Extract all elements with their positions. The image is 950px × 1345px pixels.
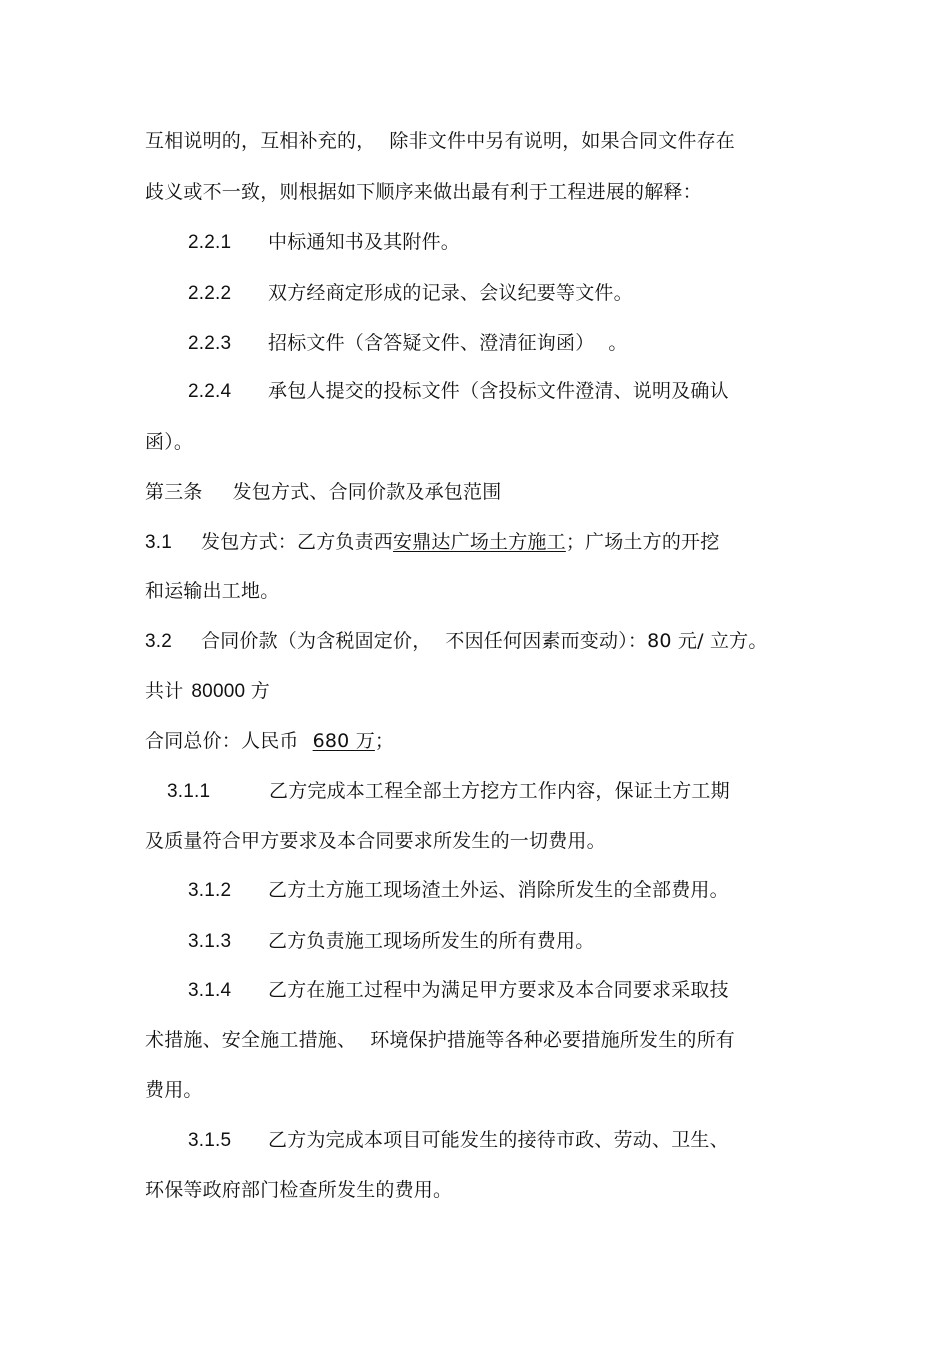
list-item [188,330,628,357]
paragraph-line [145,728,394,754]
item-number: 3.1.4 [188,980,232,1001]
item-number: 2.2.1 [188,232,232,253]
item-number: 3.1.2 [188,880,232,901]
list-item [188,1127,729,1154]
line-text: 发包方式：乙方负责西 [201,531,394,553]
item-text: 乙方土方施工现场渣土外运、消除所发生的全部费用。 [268,879,729,901]
item-number: 3.1.1 [167,781,211,802]
paragraph-line [145,678,270,705]
line-text: 及质量符合甲方要求及本合同要求所发生的一切费用。 [145,830,606,852]
list-item [188,229,460,256]
line-text: 合同总价：人民币 [145,730,299,752]
line-text: 环境保护措施等各种必要措施所发生的所有 [370,1029,736,1051]
line-text: 环保等政府部门检查所发生的费用。 [145,1179,453,1201]
item-text: 乙方在施工过程中为满足甲方要求及本合同要求采取技 [268,979,729,1001]
line-text: 共计 [145,680,184,702]
article-title: 发包方式、合同价款及承包范围 [232,481,502,503]
line-text: 和运输出工地。 [145,580,280,602]
line-text: 除非文件中另有说明，如果合同文件存在 [389,130,736,152]
item-text: 乙方完成本工程全部土方挖方工作内容，保证土方工期 [269,780,730,802]
section-number: 3.2 [145,631,173,652]
item-text: 乙方为完成本项目可能发生的接待市政、劳动、卫生、 [268,1129,729,1151]
item-text: 招标文件（含答疑文件、澄清征询函） [268,332,595,354]
paragraph-line [145,1077,203,1103]
item-number: 3.1.3 [188,931,232,952]
list-item [188,378,729,405]
section-number: 3.1 [145,532,173,553]
line-text: 术措施、安全施工措施、 [145,1029,357,1051]
article-number: 第三条 [145,481,203,503]
list-item [188,280,633,307]
line-text: 不因任何因素而变动）： [445,630,648,652]
list-item [188,928,594,955]
paragraph-line [145,429,193,455]
line-text: 函）。 [145,431,194,453]
project-name: 安鼎达广场土方施工 [393,531,566,553]
item-number: 2.2.2 [188,283,232,304]
line-text: 互相说明的，互相补充的， [145,130,376,152]
item-text: 乙方负责施工现场所发生的所有费用。 [268,930,595,952]
paragraph-line [145,578,279,604]
paragraph-line [145,1027,735,1053]
item-text: 承包人提交的投标文件（含投标文件澄清、说明及确认 [268,380,729,402]
section-line [145,529,719,556]
item-tail: 。 [608,332,628,354]
unit-price: 80 元/ 立方。 [647,630,768,652]
list-item [188,977,729,1004]
line-text: ； [374,730,395,752]
list-item [167,778,730,805]
item-text: 中标通知书及其附件。 [268,231,461,253]
line-text: 费用。 [145,1079,203,1101]
article-heading [145,479,501,505]
paragraph-line [145,828,606,854]
paragraph-line [145,179,702,205]
item-number: 2.2.4 [188,381,232,402]
total-price: 680 万 [312,730,375,752]
item-text: 双方经商定形成的记录、会议纪要等文件。 [268,282,633,304]
line-text: 歧义或不一致，则根据如下顺序来做出最有利于工程进展的解释： [145,181,702,203]
total-volume: 80000 方 [191,681,270,702]
item-number: 3.1.5 [188,1130,232,1151]
paragraph-line [145,1177,452,1203]
item-number: 2.2.3 [188,333,232,354]
paragraph-line [145,128,735,154]
list-item [188,877,729,904]
line-text: ；广场土方的开挖 [565,531,720,553]
line-text: 合同价款（为含税固定价， [201,630,432,652]
section-line [145,628,768,655]
